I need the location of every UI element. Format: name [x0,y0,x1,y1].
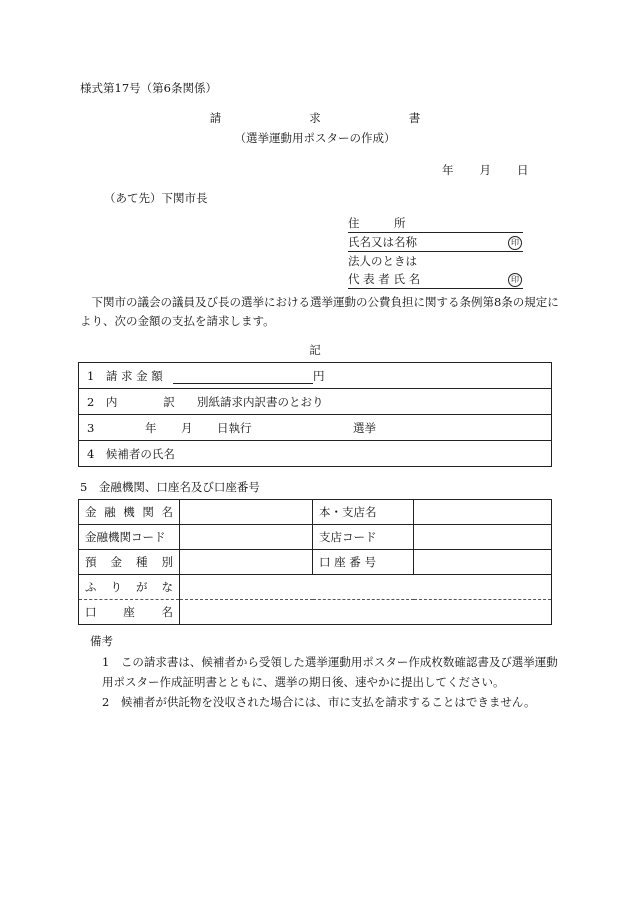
deposit-type-input[interactable] [180,550,313,575]
form-number: 様式第17号（第6条関係） [80,81,217,95]
address-field[interactable] [348,214,523,233]
branch-name-input[interactable] [414,500,552,525]
signature-block [348,214,523,289]
bank-section-title: 5 金融機関、口座名及び口座番号 [80,480,260,494]
election-cell[interactable] [79,415,552,441]
furigana-input[interactable] [180,575,552,600]
account-number-input[interactable] [414,550,552,575]
institution-input[interactable] [180,500,313,525]
candidate-label: 4 候補者の氏名 [87,446,175,461]
election-year: 年 [145,420,157,435]
table-row [79,441,552,467]
seal-mark: 印 [508,236,522,250]
addressee: （あて先）下関市長 [104,191,208,205]
election-number: 3 [87,420,95,435]
institution-code-label: 金融機関コード [79,525,180,550]
representative-label: 代 表 者 氏 名 [348,272,421,286]
document-title [0,110,630,126]
table-row [79,500,552,525]
ki-heading: 記 [309,343,321,357]
breakdown-value: 別紙請求内訳書のとおり [197,394,324,409]
deposit-type-label: 預 金 種 別 [79,550,180,575]
account-name-label: 口 座 名 [79,600,180,625]
table-row [79,415,552,441]
branch-code-input[interactable] [414,525,552,550]
amount-label: 1 請 求 金 額 [87,368,163,383]
bank-table [78,499,552,625]
election-day: 日執行 [217,420,252,435]
account-number-label: 口 座 番 号 [313,550,414,575]
date-month: 月 [479,163,491,177]
table-row [79,575,552,600]
name-label: 氏名又は名称 [348,235,417,249]
date-day: 日 [517,163,529,177]
candidate-cell[interactable] [79,441,552,467]
breakdown-cell [79,389,552,415]
address-label: 住 所 [348,216,406,230]
title-char-3: 書 [408,111,421,125]
table-row [79,550,552,575]
amount-cell[interactable] [79,363,552,389]
breakdown-label: 2 内 訳 [87,394,175,409]
election-month: 月 [181,420,193,435]
title-char-1: 請 [209,111,222,125]
seal-mark: 印 [508,273,522,287]
request-items-table [78,362,552,467]
corp-note-row [348,252,523,270]
institution-code-input[interactable] [180,525,313,550]
election-suffix: 選挙 [353,420,376,435]
title-char-2: 求 [309,111,321,125]
document-subtitle: （選挙運動用ポスターの作成） [234,131,396,145]
date-year: 年 [442,163,454,177]
table-row [79,525,552,550]
branch-code-label: 支店コード [313,525,414,550]
table-row [79,600,552,625]
note-1: 1 この請求書は、候補者から受領した選挙運動用ポスター作成枚数確認書及び選挙運動用ポスター作成証明書とともに、選挙の期日後、速やかに提出してください。 [102,655,558,689]
request-statement: 下関市の議会の議員及び長の選挙における選挙運動の公費負担に関する条例第8条の規定により、次の金額の支払を請求します。 [80,295,559,328]
amount-blank[interactable] [173,369,313,384]
account-name-input[interactable] [180,600,552,625]
note-2: 2 候補者が供託物を没収された場合には、市に支払を請求することはできません。 [102,695,536,709]
branch-name-label: 本・支店名 [313,500,414,525]
furigana-label: ふ り が な [79,575,180,600]
representative-field[interactable] [348,270,523,289]
amount-unit: 円 [313,368,325,383]
date-line [442,162,529,178]
name-field[interactable] [348,233,523,252]
notes-heading: 備考 [90,634,113,648]
table-row [79,363,552,389]
table-row [79,389,552,415]
institution-label: 金 融 機 関 名 [79,500,180,525]
corp-label: 法人のときは [348,254,417,268]
